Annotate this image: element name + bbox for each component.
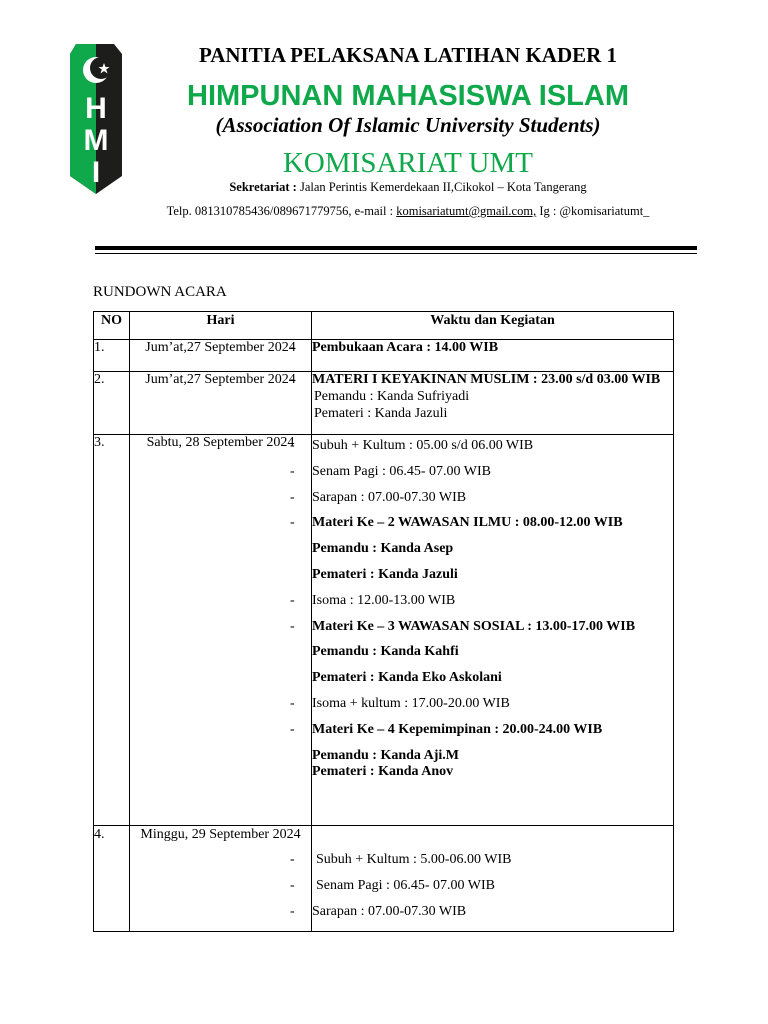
org-name: HIMPUNAN MAHASISWA ISLAM: [187, 80, 629, 112]
speaker-note: Pemateri : Kanda Eko Askolani: [312, 670, 502, 686]
speaker-note: Pemandu : Kanda Asep: [312, 541, 454, 557]
table-row: [94, 372, 674, 435]
contact-phone: Telp. 081310785436/089671779756, e-mail :: [166, 204, 394, 218]
row-day: Jum’at,27 September 2024: [130, 372, 312, 435]
list-item: - Pembukaan Acara : 14.00 WIB: [312, 340, 673, 357]
column-header-kegiatan: Waktu dan Kegiatan: [312, 312, 674, 340]
contact-instagram: Ig : @komisariatumt_: [539, 204, 650, 218]
list-item: - Sarapan : 07.00-07.30 WIB: [312, 904, 673, 921]
address-label: Sekretariat :: [229, 180, 297, 194]
rundown-table: [93, 311, 674, 932]
row-activities: [312, 340, 674, 372]
list-item: - Sarapan : 07.00-07.30 WIB: [312, 490, 673, 507]
address-text: Jalan Perintis Kemerdekaan II,Cikokol – Kota Tangerang: [299, 180, 587, 194]
table-row: [94, 340, 674, 372]
header-divider-thick: [95, 246, 697, 250]
address-line: [140, 180, 676, 195]
row-number: 2.: [94, 372, 130, 435]
hmi-logo: [66, 44, 126, 194]
contact-line: [140, 204, 676, 219]
list-item: - MATERI I KEYAKINAN MUSLIM : 23.00 s/d 03.00 WIB: [312, 372, 673, 389]
logo-letter-m: M: [83, 124, 109, 157]
row-number: 3.: [94, 435, 130, 826]
table-header-row: [94, 312, 674, 340]
list-item: - Senam Pagi : 06.45- 07.00 WIB: [312, 878, 673, 895]
list-item: - Subuh + Kultum : 5.00-06.00 WIB: [312, 852, 673, 869]
table-row: [94, 826, 674, 932]
speaker-note: Pemateri : Kanda Jazuli: [314, 405, 448, 421]
speaker-note: Pemandu : Kanda Kahfi: [312, 644, 459, 660]
row-number: 1.: [94, 340, 130, 372]
list-item: - Materi Ke – 3 WAWASAN SOSIAL : 13.00-17.00 WIB: [312, 619, 673, 636]
list-item: - Isoma : 12.00-13.00 WIB: [312, 593, 673, 610]
section-title: RUNDOWN ACARA: [93, 284, 227, 300]
row-number: 4.: [94, 826, 130, 932]
branch-name: KOMISARIAT UMT: [282, 147, 533, 179]
row-activities: [312, 435, 674, 826]
speaker-note: Pemandu : Kanda Aji.M: [312, 747, 460, 763]
list-item: - Senam Pagi : 06.45- 07.00 WIB: [312, 464, 673, 481]
column-header-hari: Hari: [130, 312, 312, 340]
row-day: Minggu, 29 September 2024: [130, 826, 312, 932]
list-item: - Isoma + kultum : 17.00-20.00 WIB: [312, 696, 673, 713]
row-day: Jum’at,27 September 2024: [130, 340, 312, 372]
logo-letter-h: H: [85, 92, 107, 125]
contact-email-link[interactable]: komisariatumt@gmail.com,: [396, 204, 537, 218]
list-item: - Materi Ke – 4 Kepemimpinan : 20.00-24.00 WIB: [312, 722, 673, 739]
org-english-name: (Association Of Islamic University Students): [215, 113, 601, 137]
row-activities: [312, 372, 674, 435]
column-header-no: NO: [94, 312, 130, 340]
row-activities: [312, 826, 674, 932]
table-row: [94, 435, 674, 826]
list-item: - Subuh + Kultum : 05.00 s/d 06.00 WIB: [312, 438, 673, 455]
speaker-note: Pemandu : Kanda Sufriyadi: [314, 388, 470, 404]
logo-letter-i: I: [91, 156, 101, 189]
header-divider-thin: [95, 253, 697, 254]
committee-title: PANITIA PELAKSANA LATIHAN KADER 1: [198, 43, 618, 67]
speaker-note: Pemateri : Kanda Jazuli: [312, 566, 458, 582]
row-day: Sabtu, 28 September 2024: [130, 435, 312, 826]
list-item: - Materi Ke – 2 WAWASAN ILMU : 08.00-12.00 WIB: [312, 515, 673, 532]
speaker-note: Pemateri : Kanda Anov: [312, 764, 454, 780]
